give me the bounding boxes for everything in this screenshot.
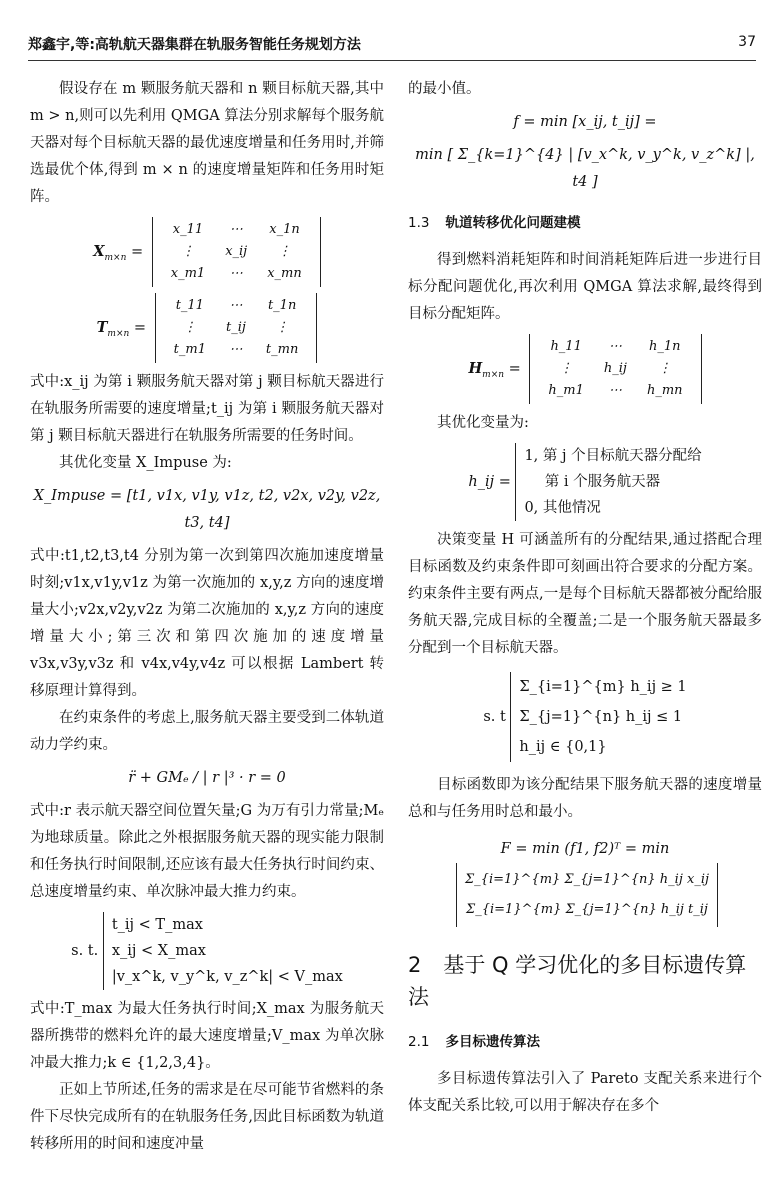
paragraph: 式中:x_ij 为第 i 颗服务航天器对第 j 颗目标航天器进行在轨服务所需要的速度增量;t_ij 为第 i 颗服务航天器对第 j 颗目标航天器进行在轨服务所需要的任务时间。 [30, 374, 384, 444]
constraint-block [30, 912, 384, 990]
matrix-cell: h_1n [648, 339, 681, 354]
constraint-label: s. t [483, 709, 506, 725]
paragraph: 在约束条件的考虑上,服务航天器主要受到二体轨道动力学约束。 [30, 710, 384, 753]
constraint-cases [103, 912, 343, 990]
matrix-cell: h_mn [646, 383, 683, 398]
case-line: 0, 其他情况 [524, 500, 601, 516]
left-column [30, 76, 384, 1158]
matrix-cell: t_1n [267, 298, 297, 313]
matrix-equation-H: $H_{m\times n}$ = h_11 ⋯ h_1n ⋮ h_ij ⋮ h_m1 ⋯ h_mn [408, 334, 762, 404]
matrix-subscript: m×n [104, 252, 127, 263]
page-number: 37 [738, 34, 756, 50]
constraint: Σ_{i=1}^{m} h_ij ≥ 1 [519, 679, 687, 695]
matrix-equation-T: $T_{m\times n}$ = t_11 ⋯ t_1n ⋮ t_ij ⋮ t_m1 ⋯ t_mn [30, 293, 384, 363]
matrix-cell: h_m1 [548, 383, 584, 398]
running-title: 郑鑫宇,等:高轨航天器集群在轨服务智能任务规划方法 [28, 37, 361, 53]
equation-ximpuse: X_Impuse = [t1, v1x, v1y, v1z, t2, v2x, v2y, v2z, t3, t4] [33, 488, 381, 531]
paragraph: 其优化变量为: [437, 415, 529, 431]
section-title: 轨道转移优化问题建模 [445, 215, 581, 231]
matrix-cell: t_m1 [173, 342, 206, 357]
section-heading-2 [408, 949, 762, 1013]
objective-function [408, 836, 762, 927]
objective-vector [456, 863, 718, 927]
section-number: 1.3 [408, 215, 430, 231]
paragraph: 式中:T_max 为最大任务执行时间;X_max 为服务航天器所携带的燃料允许的最大速度增量;V_max 为单次脉冲最大推力;k ∈ {1,2,3,4}。 [30, 1001, 384, 1071]
matrix-X [152, 217, 321, 287]
matrix-cell: ⋯ [229, 266, 243, 281]
paragraph: 正如上节所述,任务的需求是在尽可能节省燃料的条件下尽快完成所有的在轨服务任务,因此目标函数为轨道转移所用的时间和速度冲量 [30, 1082, 384, 1152]
case-line: 第 i 个服务航天器 [544, 474, 661, 490]
matrix-symbol: T [96, 319, 108, 336]
matrix-cell: x_m1 [170, 266, 206, 281]
section-heading-1-3 [408, 210, 762, 237]
matrix-cell: ⋮ [277, 244, 291, 259]
matrix-cell: t_11 [175, 298, 204, 313]
matrix-cell: x_1n [269, 222, 300, 237]
matrix-cell: x_11 [172, 222, 204, 237]
matrix-cell: t_ij [226, 320, 246, 335]
matrix-symbol: X [93, 243, 105, 260]
constraint-cases [510, 672, 686, 762]
matrix-cell: ⋯ [229, 342, 243, 357]
running-header [28, 34, 756, 56]
matrix-subscript: m×n [482, 369, 505, 380]
objective-row: Σ_{i=1}^{m} Σ_{j=1}^{n} h_ij t_ij [466, 902, 708, 917]
matrix-equation-X: $X_{m\times n}$ = x_11 ⋯ x_1n ⋮ x_ij ⋮ x_m1 ⋯ x_mn [30, 217, 384, 287]
paragraph: 其优化变量 X_Impuse 为: [59, 455, 232, 471]
case-line: 1, 第 j 个目标航天器分配给 [524, 448, 702, 464]
hij-symbol: h_ij = [468, 474, 511, 490]
right-column [408, 76, 762, 1120]
matrix-cell: x_ij [225, 244, 248, 259]
matrix-cell: ⋯ [229, 222, 243, 237]
paragraph: 式中:t1,t2,t3,t4 分别为第一次到第四次施加速度增量时刻;v1x,v1y,v1z 为第一次施加的 x,y,z 方向的速度增量大小;v2x,v2y,v2z 为第二次施加的 x,y,z 方向的速度增量大小;第三次和第四次施加的速度增量 v3x,v3y,v3z 和 v4x,v4y,v4z 可以根据 Lambert 转移原理计算得到。 [30, 548, 384, 699]
constraint-label: s. t. [71, 943, 99, 959]
paragraph: 得到燃料消耗矩阵和时间消耗矩阵后进一步进行目标分配问题优化,再次利用 QMGA 算法求解,最终得到目标分配矩阵。 [408, 252, 762, 322]
matrix-T [155, 293, 318, 363]
constraint: Σ_{j=1}^{n} h_ij ≤ 1 [519, 709, 683, 725]
matrix-cell: ⋮ [559, 361, 573, 376]
matrix-cell: ⋮ [181, 244, 195, 259]
constraint: x_ij < X_max [111, 943, 206, 959]
matrix-cell: ⋯ [608, 383, 622, 398]
section-number: 2.1 [408, 1034, 430, 1050]
section-heading-2-1 [408, 1029, 762, 1056]
equation-dynamics: r̈ + GMₑ / | r |³ · r = 0 [128, 770, 286, 786]
paragraph: 式中:r 表示航天器空间位置矢量;G 为万有引力常量;Mₑ 为地球质量。除此之外根据服务航天器的现实能力限制和任务执行时间限制,还应该有最大任务执行时间约束、总速度增量约束、单次脉冲最大推力约束。 [30, 803, 384, 900]
hij-definition [408, 443, 762, 521]
matrix-H [529, 334, 701, 404]
section-title: 多目标遗传算法 [445, 1034, 540, 1050]
constraint: |v_x^k, v_y^k, v_z^k| < V_max [111, 969, 343, 985]
paragraph: 多目标遗传算法引入了 Pareto 支配关系来进行个体支配关系比较,可以用于解决存在多个 [408, 1071, 762, 1114]
equation-f1: f = min [x_ij, t_ij] = [513, 114, 657, 130]
objective-lhs: F = min (f1, f2)ᵀ = min [500, 841, 670, 857]
header-rule [28, 60, 756, 61]
matrix-cell: ⋮ [183, 320, 197, 335]
matrix-cell: ⋯ [608, 339, 622, 354]
hij-cases [515, 443, 701, 521]
matrix-cell: h_11 [550, 339, 582, 354]
assignment-constraints [408, 672, 762, 762]
equation-f2: min [ Σ_{k=1}^{4} | [v_x^k, v_y^k, v_z^k] |, t4 ] [415, 147, 755, 190]
matrix-cell: t_mn [265, 342, 299, 357]
paragraph: 假设存在 m 颗服务航天器和 n 颗目标航天器,其中 m > n,则可以先利用 QMGA 算法分别求解每个服务航天器对每个目标航天器的最优速度增量和任务用时,并筛选最优个体,得到 m × n 的速度增量矩阵和任务用时矩阵。 [30, 81, 384, 205]
section-number: 2 [408, 953, 422, 977]
constraint: h_ij ∈ {0,1} [519, 739, 607, 755]
paragraph: 的最小值。 [408, 81, 481, 97]
matrix-cell: x_mn [267, 266, 302, 281]
objective-row: Σ_{i=1}^{m} Σ_{j=1}^{n} h_ij x_ij [464, 872, 710, 887]
matrix-subscript: m×n [107, 328, 130, 339]
matrix-symbol: H [468, 360, 483, 377]
paragraph: 决策变量 H 可涵盖所有的分配结果,通过搭配合理目标函数及约束条件即可刻画出符合要求的分配方案。约束条件主要有两点,一是每个目标航天器都被分配给服务航天器,完成目标的全覆盖;二是一个服务航天器最多分配到一个目标航天器。 [408, 532, 762, 656]
paragraph: 目标函数即为该分配结果下服务航天器的速度增量总和与任务用时总和最小。 [408, 777, 762, 820]
matrix-cell: ⋮ [658, 361, 672, 376]
matrix-cell: ⋯ [229, 298, 243, 313]
matrix-cell: h_ij [603, 361, 627, 376]
section-title: 基于 Q 学习优化的多目标遗传算法 [408, 953, 747, 1009]
constraint: t_ij < T_max [111, 917, 203, 933]
matrix-cell: ⋮ [275, 320, 289, 335]
